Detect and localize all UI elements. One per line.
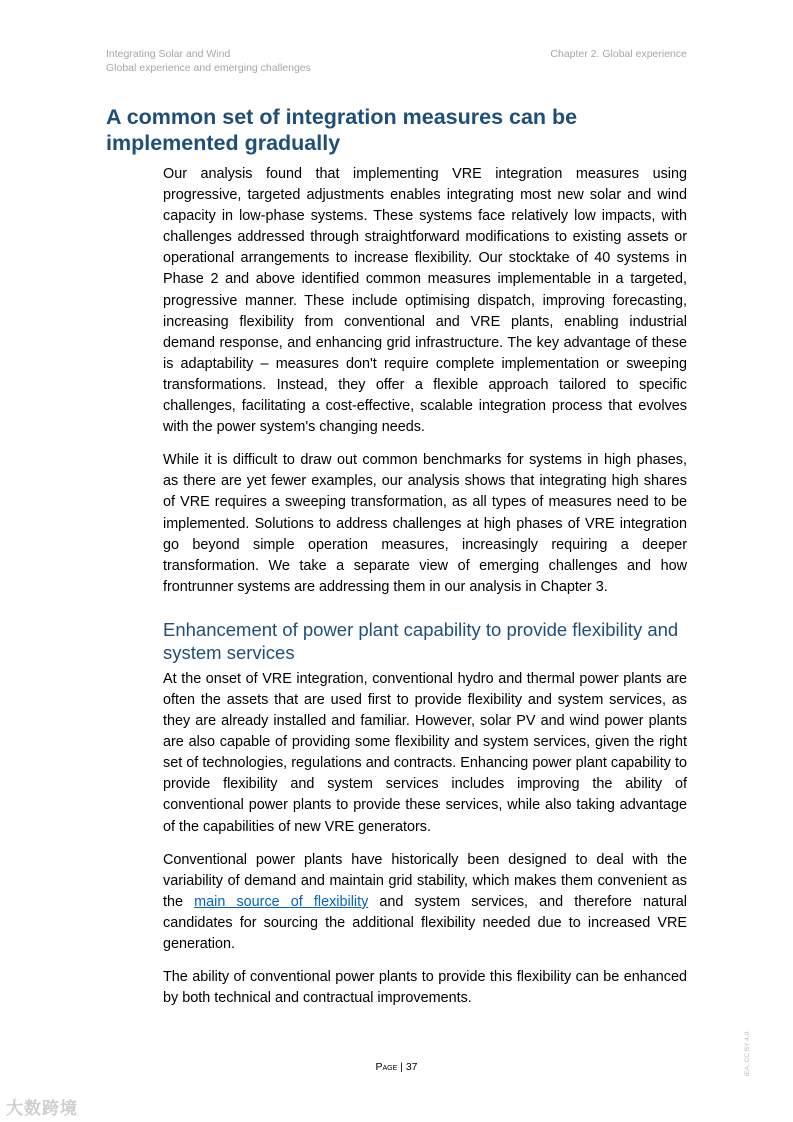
license-note: IEA. CC BY 4.0.	[744, 1030, 751, 1077]
paragraph: At the onset of VRE integration, conventional hydro and thermal power plants are often the assets that are used first to provide flexibility and system services, as they are already installed and familiar. However, solar PV and wind power plants are also capable of providing some flexibility and system services, given the right set of technologies, regulations and contracts. Enhancing power plant capability to provide flexibility and system services includes improving the ability of conventional power plants to provide these services, while also taking advantage of the capabilities of new VRE generators.	[163, 670, 687, 835]
running-header-left	[106, 47, 311, 75]
header-chapter: Chapter 2. Global experience	[550, 48, 687, 60]
watermark: 大数跨境	[6, 1099, 78, 1118]
paragraph: Our analysis found that implementing VRE integration measures using progressive, targeted adjustments enables integrating most new solar and wind capacity in low-phase systems. These systems face relatively low impacts, with challenges addressed through straightforward modifications to existing assets or operational arrangements to increase flexibility. Our stocktake of 40 systems in Phase 2 and above identified common measures implementable in a targeted, progressive manner. These include optimising dispatch, improving forecasting, increasing flexibility from conventional and VRE plants, enabling industrial demand response, and enhancing grid infrastructure. The key advantage of these is adaptability – measures don't require complete implementation or sweeping transformations. Instead, they offer a flexible approach tailored to specific challenges, facilitating a cost-effective, scalable integration process that evolves with the power system's changing needs.	[163, 166, 687, 436]
paragraph: While it is difficult to draw out common benchmarks for systems in high phases, as there are yet fewer examples, our analysis shows that integrating high shares of VRE requires a sweeping transformation, as all types of measures need to be implemented. Solutions to address challenges at high phases of VRE integration go beyond simple operation measures, increasingly requiring a deeper transformation. We take a separate view of emerging challenges and how frontrunner systems are addressing them in our analysis in Chapter 3.	[163, 452, 687, 595]
header-report-title: Integrating Solar and Wind	[106, 48, 231, 60]
page-number-value: 37	[405, 1061, 418, 1073]
text: and system services, and therefore natural candidates for sourcing the additional flexibility needed due to increased VRE generation.	[163, 893, 687, 952]
paragraph: The ability of conventional power plants to provide this flexibility can be enhanced by both technical and contractual improvements.	[163, 969, 687, 1007]
section-title: A common set of integration measures can be implemented gradually	[106, 105, 578, 155]
body-text	[163, 164, 687, 1021]
subsection-heading: Enhancement of power plant capability to provide flexibility and system services	[163, 618, 679, 664]
page-label: Page	[375, 1061, 398, 1073]
main-source-of-flexibility-link[interactable]: main source of flexibility	[194, 893, 369, 910]
header-report-subtitle: Global experience and emerging challenges	[106, 62, 311, 74]
page-separator: |	[397, 1061, 406, 1073]
paragraph	[163, 850, 687, 955]
page-number	[0, 1061, 793, 1073]
text: Conventional power plants have historically been designed to deal with the variability of demand and maintain grid stability, which makes them convenient as the	[163, 851, 687, 910]
